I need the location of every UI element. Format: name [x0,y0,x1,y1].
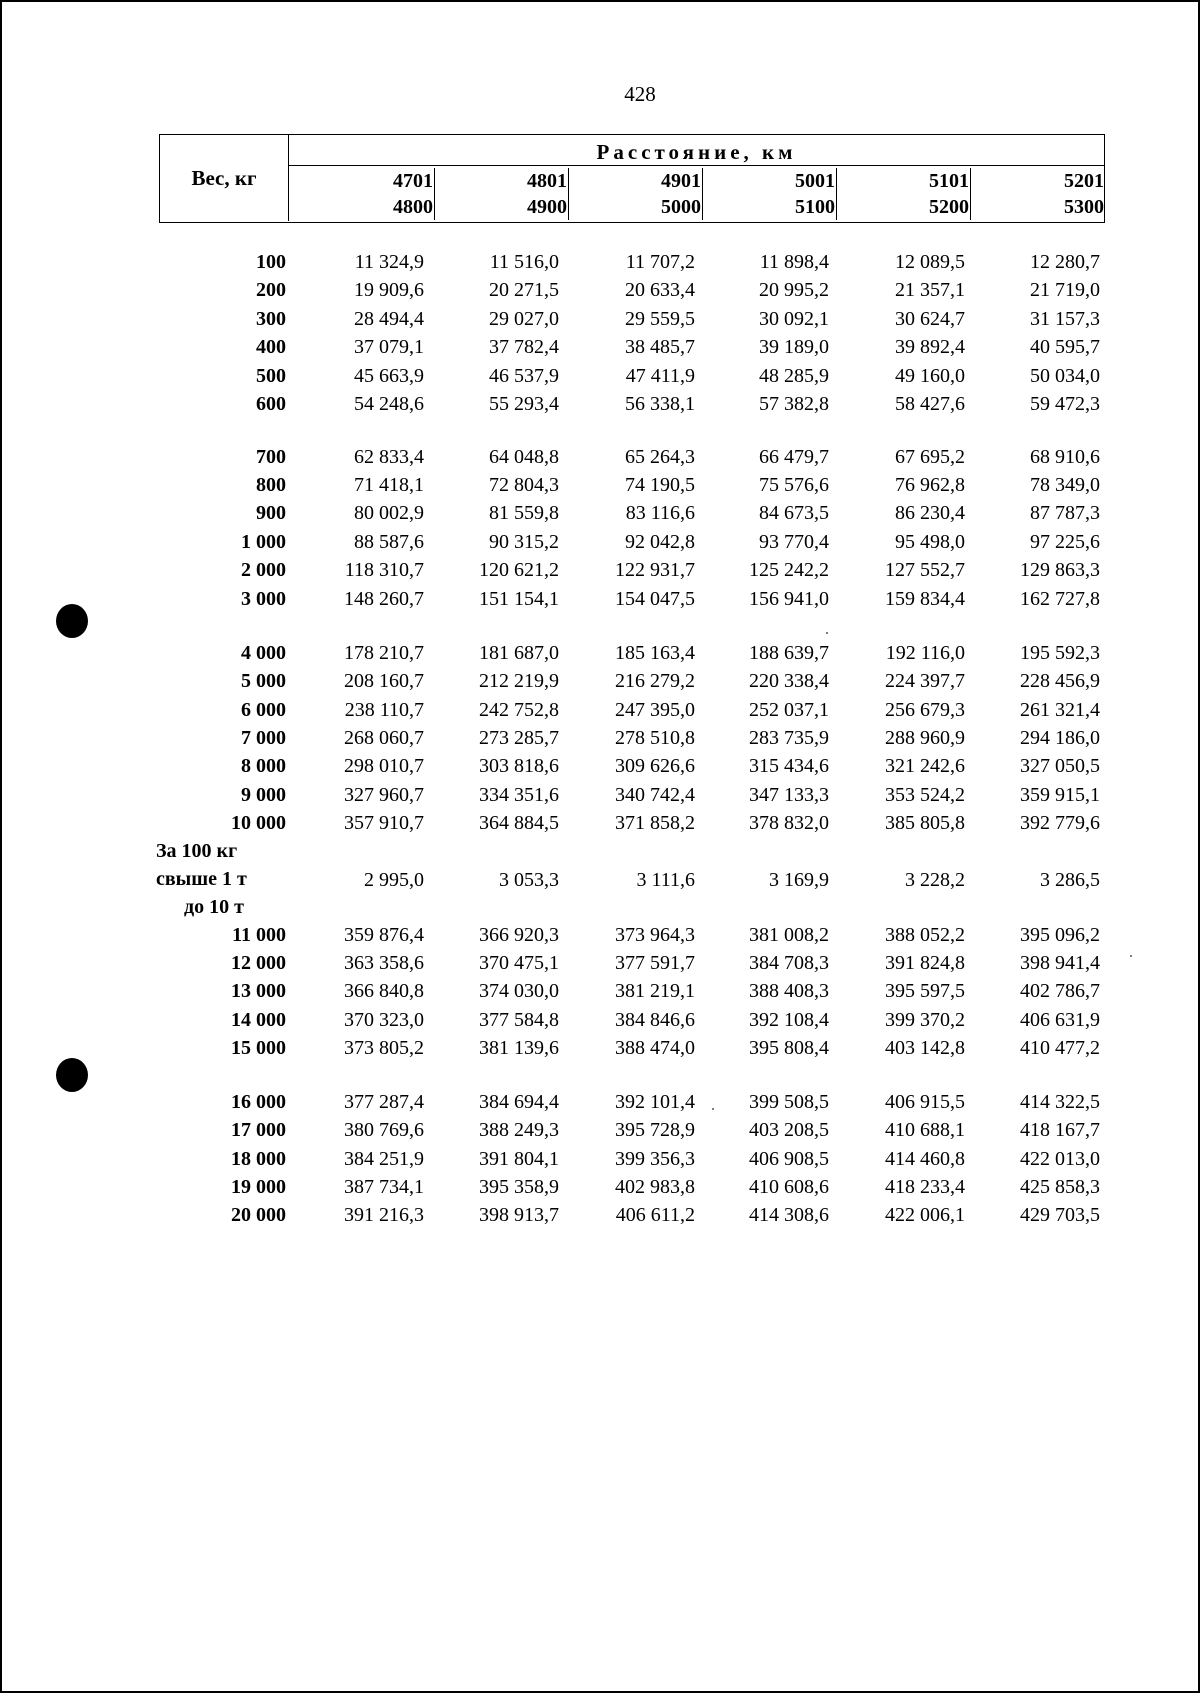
note-per-100kg [156,837,247,921]
table-row [0,362,1200,390]
price-cell: 410 608,6 [749,1176,829,1198]
price-cell: 381 008,2 [749,924,829,946]
weight-cell: 13 000 [231,980,286,1002]
price-cell: 208 160,7 [344,670,424,692]
price-cell: 83 116,6 [625,502,695,524]
price-cell: 399 356,3 [615,1148,695,1170]
price-cell: 381 219,1 [615,980,695,1002]
table-row [0,1173,1200,1201]
price-cell: 347 133,3 [749,784,829,806]
price-cell: 353 524,2 [885,784,965,806]
scan-speck [1130,955,1132,957]
price-cell: 21 719,0 [1030,279,1100,301]
scan-speck [712,1108,714,1110]
price-cell: 384 708,3 [749,952,829,974]
price-cell: 20 271,5 [489,279,559,301]
table-row [0,556,1200,584]
price-cell: 384 251,9 [344,1148,424,1170]
distance-column-header: Расстояние, км [289,135,1104,166]
price-cell: 30 624,7 [895,308,965,330]
price-cell: 398 913,7 [479,1204,559,1226]
price-cell: 62 833,4 [354,446,424,468]
table-row [0,809,1200,837]
table-row [0,276,1200,304]
price-cell: 28 494,4 [354,308,424,330]
range-to: 5200 [929,196,969,218]
note-line-1: За 100 кг [156,840,238,862]
distance-range-header [447,168,567,220]
weight-cell: 15 000 [231,1037,286,1059]
table-row [0,1006,1200,1034]
price-cell: 391 216,3 [344,1204,424,1226]
price-cell: 294 186,0 [1020,727,1100,749]
note-line-2: свыше 1 т [156,868,247,890]
weight-cell: 8 000 [241,755,286,777]
weight-cell: 20 000 [231,1204,286,1226]
weight-cell: 7 000 [241,727,286,749]
distance-range-header [715,168,835,220]
price-cell: 159 834,4 [885,588,965,610]
price-cell: 373 964,3 [615,924,695,946]
table-row [0,248,1200,276]
price-cell: 12 280,7 [1030,251,1100,273]
price-cell: 425 858,3 [1020,1176,1100,1198]
price-cell: 20 995,2 [759,279,829,301]
price-cell: 68 910,6 [1030,446,1100,468]
price-cell: 373 805,2 [344,1037,424,1059]
price-cell: 371 858,2 [615,812,695,834]
table-row [0,471,1200,499]
price-cell: 181 687,0 [479,642,559,664]
price-cell: 118 310,7 [344,559,424,581]
price-cell: 391 804,1 [479,1148,559,1170]
price-cell: 359 915,1 [1020,784,1100,806]
table-row [0,667,1200,695]
price-cell: 370 323,0 [344,1009,424,1031]
price-cell: 66 479,7 [759,446,829,468]
price-cell: 192 116,0 [885,642,965,664]
price-cell: 391 824,8 [885,952,965,974]
price-cell: 388 249,3 [479,1119,559,1141]
range-from: 5101 [929,170,969,192]
price-cell: 220 338,4 [749,670,829,692]
price-cell: 195 592,3 [1020,642,1100,664]
price-cell: 185 163,4 [615,642,695,664]
price-cell: 3 169,9 [769,869,829,891]
price-cell: 55 293,4 [489,393,559,415]
price-cell: 224 397,7 [885,670,965,692]
price-cell: 377 584,8 [479,1009,559,1031]
table-row [0,1116,1200,1144]
price-cell: 388 474,0 [615,1037,695,1059]
price-cell: 377 287,4 [344,1091,424,1113]
price-cell: 278 510,8 [615,727,695,749]
table-row [0,724,1200,752]
weight-cell: 200 [256,279,286,301]
price-cell: 395 728,9 [615,1119,695,1141]
weight-cell: 9 000 [241,784,286,806]
price-cell: 406 915,5 [885,1091,965,1113]
distance-range-header [581,168,701,220]
price-cell: 212 219,9 [479,670,559,692]
price-cell: 11 324,9 [354,251,424,273]
price-cell: 406 631,9 [1020,1009,1100,1031]
price-cell: 3 053,3 [499,869,559,891]
price-cell: 45 663,9 [354,365,424,387]
price-cell: 327 960,7 [344,784,424,806]
price-cell: 414 460,8 [885,1148,965,1170]
price-cell: 402 983,8 [615,1176,695,1198]
price-cell: 11 898,4 [759,251,829,273]
price-cell: 414 322,5 [1020,1091,1100,1113]
weight-cell: 500 [256,365,286,387]
price-cell: 374 030,0 [479,980,559,1002]
price-cell: 80 002,9 [354,502,424,524]
price-cell: 247 395,0 [615,699,695,721]
price-cell: 2 995,0 [364,869,424,891]
weight-cell: 2 000 [241,559,286,581]
range-to: 4800 [393,196,433,218]
price-cell: 72 804,3 [489,474,559,496]
table-row [0,1145,1200,1173]
price-cell: 154 047,5 [615,588,695,610]
price-cell: 283 735,9 [749,727,829,749]
price-cell: 327 050,5 [1020,755,1100,777]
price-cell: 418 167,7 [1020,1119,1100,1141]
price-cell: 76 962,8 [895,474,965,496]
price-cell: 37 079,1 [354,336,424,358]
weight-cell: 100 [256,251,286,273]
price-cell: 151 154,1 [479,588,559,610]
table-row [0,921,1200,949]
price-cell: 340 742,4 [615,784,695,806]
price-cell: 19 909,6 [354,279,424,301]
price-cell: 366 840,8 [344,980,424,1002]
price-cell: 370 475,1 [479,952,559,974]
price-cell: 90 315,2 [489,531,559,553]
price-cell: 29 559,5 [625,308,695,330]
weight-cell: 6 000 [241,699,286,721]
price-cell: 21 357,1 [895,279,965,301]
price-cell: 37 782,4 [489,336,559,358]
price-cell: 59 472,3 [1030,393,1100,415]
price-cell: 414 308,6 [749,1204,829,1226]
table-row [0,752,1200,780]
price-cell: 359 876,4 [344,924,424,946]
weight-cell: 800 [256,474,286,496]
price-cell: 377 591,7 [615,952,695,974]
weight-cell: 4 000 [241,642,286,664]
price-cell: 71 418,1 [354,474,424,496]
weight-cell: 600 [256,393,286,415]
price-cell: 261 321,4 [1020,699,1100,721]
range-from: 5001 [795,170,835,192]
table-row [0,639,1200,667]
price-cell: 288 960,9 [885,727,965,749]
weight-cell: 16 000 [231,1091,286,1113]
price-cell: 216 279,2 [615,670,695,692]
price-cell: 402 786,7 [1020,980,1100,1002]
range-from: 5201 [1064,170,1104,192]
price-cell: 381 139,6 [479,1037,559,1059]
weight-cell: 17 000 [231,1119,286,1141]
price-cell: 410 477,2 [1020,1037,1100,1059]
price-cell: 12 089,5 [895,251,965,273]
column-divider [836,168,838,220]
weight-cell: 3 000 [241,588,286,610]
price-cell: 120 621,2 [479,559,559,581]
weight-cell: 14 000 [231,1009,286,1031]
table-row [0,977,1200,1005]
price-cell: 399 370,2 [885,1009,965,1031]
weight-cell: 400 [256,336,286,358]
table-row [0,499,1200,527]
price-cell: 418 233,4 [885,1176,965,1198]
price-cell: 3 111,6 [636,869,695,891]
price-cell: 429 703,5 [1020,1204,1100,1226]
price-cell: 49 160,0 [895,365,965,387]
price-cell: 406 908,5 [749,1148,829,1170]
price-cell: 403 142,8 [885,1037,965,1059]
weight-cell: 18 000 [231,1148,286,1170]
range-to: 4900 [527,196,567,218]
price-cell: 188 639,7 [749,642,829,664]
scan-speck [826,632,828,634]
price-cell: 11 707,2 [625,251,695,273]
price-cell: 95 498,0 [895,531,965,553]
price-cell: 40 595,7 [1030,336,1100,358]
price-cell: 29 027,0 [489,308,559,330]
price-cell: 75 576,6 [759,474,829,496]
price-cell: 129 863,3 [1020,559,1100,581]
weight-cell: 19 000 [231,1176,286,1198]
price-cell: 388 408,3 [749,980,829,1002]
range-from: 4901 [661,170,701,192]
weight-cell: 300 [256,308,286,330]
price-cell: 228 456,9 [1020,670,1100,692]
price-cell: 303 818,6 [479,755,559,777]
price-cell: 47 411,9 [625,365,695,387]
price-cell: 392 101,4 [615,1091,695,1113]
table-header [159,134,1105,223]
price-cell: 46 537,9 [489,365,559,387]
range-from: 4801 [527,170,567,192]
price-cell: 242 752,8 [479,699,559,721]
table-row [0,443,1200,471]
price-cell: 315 434,6 [749,755,829,777]
weight-cell: 700 [256,446,286,468]
price-cell: 268 060,7 [344,727,424,749]
distance-range-header [849,168,969,220]
price-cell: 392 779,6 [1020,812,1100,834]
price-cell: 178 210,7 [344,642,424,664]
price-cell: 395 358,9 [479,1176,559,1198]
range-to: 5300 [1064,196,1104,218]
price-cell: 162 727,8 [1020,588,1100,610]
price-cell: 48 285,9 [759,365,829,387]
table-row [0,696,1200,724]
price-cell: 422 006,1 [885,1204,965,1226]
price-cell: 97 225,6 [1030,531,1100,553]
price-cell: 385 805,8 [885,812,965,834]
weight-cell: 12 000 [231,952,286,974]
price-cell: 410 688,1 [885,1119,965,1141]
price-cell: 57 382,8 [759,393,829,415]
price-cell: 238 110,7 [344,699,424,721]
table-row [0,585,1200,613]
price-cell: 395 096,2 [1020,924,1100,946]
range-to: 5100 [795,196,835,218]
price-cell: 148 260,7 [344,588,424,610]
weight-cell: 5 000 [241,670,286,692]
price-cell: 298 010,7 [344,755,424,777]
price-cell: 30 092,1 [759,308,829,330]
price-cell: 65 264,3 [625,446,695,468]
price-cell: 81 559,8 [489,502,559,524]
price-cell: 39 189,0 [759,336,829,358]
column-divider [434,168,436,220]
price-cell: 398 941,4 [1020,952,1100,974]
column-divider [970,168,972,220]
price-cell: 384 694,4 [479,1091,559,1113]
price-cell: 399 508,5 [749,1091,829,1113]
column-divider [702,168,704,220]
table-row [0,781,1200,809]
price-cell: 127 552,7 [885,559,965,581]
price-cell: 252 037,1 [749,699,829,721]
price-cell: 39 892,4 [895,336,965,358]
price-cell: 125 242,2 [749,559,829,581]
table-row [0,1088,1200,1116]
table-row [0,1201,1200,1229]
page-number: 428 [624,82,656,106]
price-cell: 78 349,0 [1030,474,1100,496]
price-cell: 50 034,0 [1030,365,1100,387]
weight-cell: 10 000 [231,812,286,834]
price-cell: 11 516,0 [489,251,559,273]
price-cell: 31 157,3 [1030,308,1100,330]
price-cell: 58 427,6 [895,393,965,415]
price-cell: 387 734,1 [344,1176,424,1198]
price-cell: 256 679,3 [885,699,965,721]
price-cell: 321 242,6 [885,755,965,777]
weight-cell: 900 [256,502,286,524]
price-cell: 357 910,7 [344,812,424,834]
distance-range-header [313,168,433,220]
price-cell: 3 228,2 [905,869,965,891]
note-line-3: до 10 т [184,896,244,918]
price-cell: 74 190,5 [625,474,695,496]
price-cell: 422 013,0 [1020,1148,1100,1170]
price-cell: 88 587,6 [354,531,424,553]
price-cell: 334 351,6 [479,784,559,806]
price-cell: 384 846,6 [615,1009,695,1031]
price-cell: 392 108,4 [749,1009,829,1031]
price-cell: 92 042,8 [625,531,695,553]
table-row [0,333,1200,361]
price-cell: 395 808,4 [749,1037,829,1059]
price-cell: 273 285,7 [479,727,559,749]
price-cell: 86 230,4 [895,502,965,524]
weight-column-header: Вес, кг [160,135,289,221]
punch-hole-bottom [56,1058,88,1092]
price-cell: 87 787,3 [1030,502,1100,524]
price-cell: 156 941,0 [749,588,829,610]
price-cell: 84 673,5 [759,502,829,524]
price-cell: 64 048,8 [489,446,559,468]
weight-cell: 1 000 [241,531,286,553]
range-from: 4701 [393,170,433,192]
distance-range-header [984,168,1104,220]
table-row [0,528,1200,556]
price-cell: 3 286,5 [1040,869,1100,891]
price-cell: 364 884,5 [479,812,559,834]
table-row [0,305,1200,333]
table-row [0,949,1200,977]
price-cell: 122 931,7 [615,559,695,581]
price-cell: 366 920,3 [479,924,559,946]
price-cell: 380 769,6 [344,1119,424,1141]
table-row [0,390,1200,418]
price-cell: 56 338,1 [625,393,695,415]
price-cell: 309 626,6 [615,755,695,777]
price-cell: 363 358,6 [344,952,424,974]
price-cell: 67 695,2 [895,446,965,468]
table-row [0,1034,1200,1062]
column-divider [568,168,570,220]
range-to: 5000 [661,196,701,218]
price-cell: 406 611,2 [615,1204,695,1226]
price-cell: 54 248,6 [354,393,424,415]
price-cell: 388 052,2 [885,924,965,946]
price-cell: 403 208,5 [749,1119,829,1141]
price-cell: 38 485,7 [625,336,695,358]
price-cell: 395 597,5 [885,980,965,1002]
weight-cell: 11 000 [232,924,286,946]
price-cell: 20 633,4 [625,279,695,301]
price-cell: 93 770,4 [759,531,829,553]
price-cell: 378 832,0 [749,812,829,834]
